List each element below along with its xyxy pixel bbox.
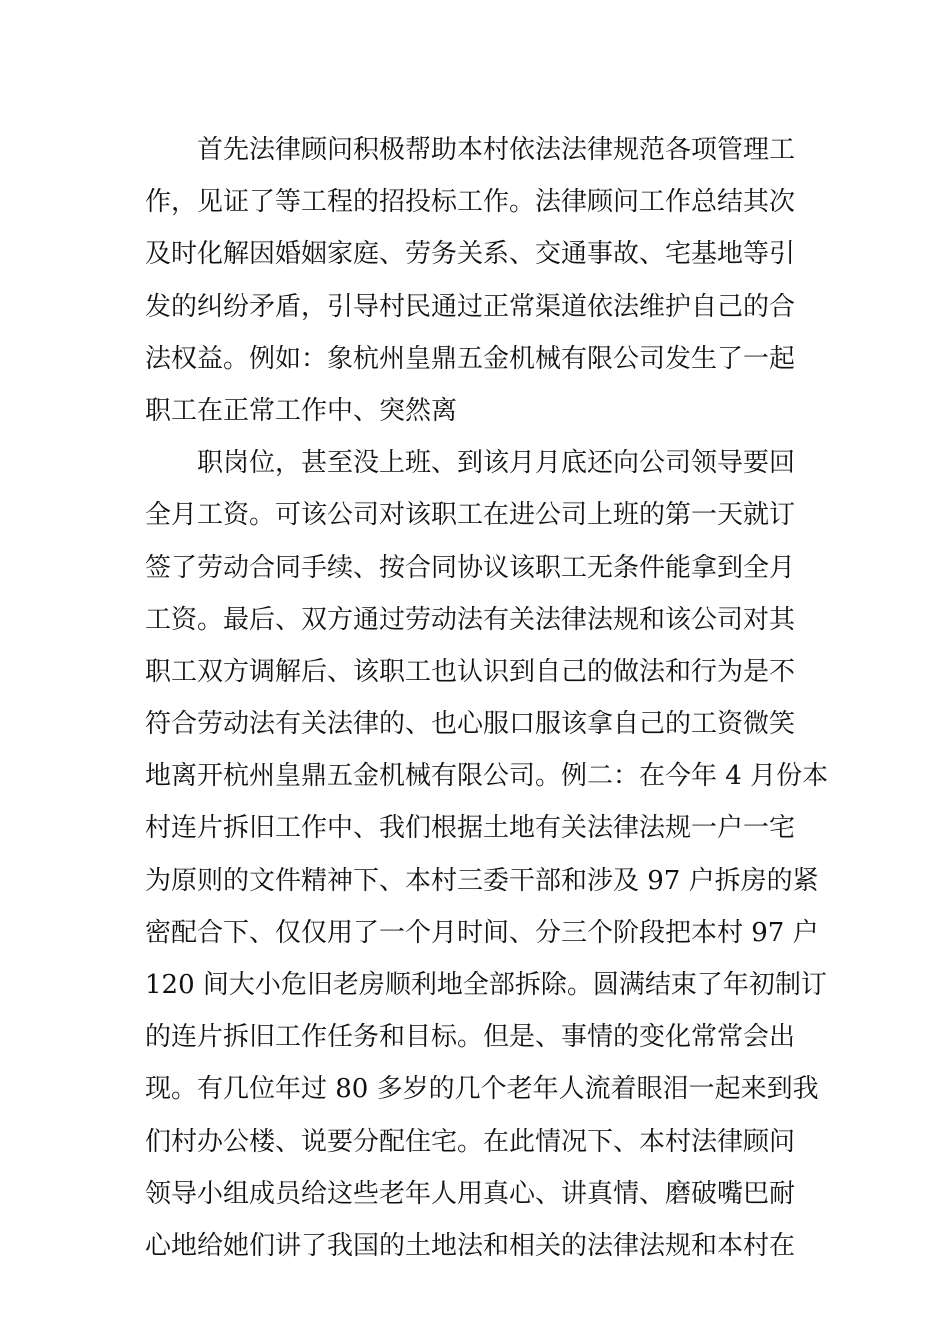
text-line: 符合劳动法有关法律的、也心服口服该拿自己的工资微笑 xyxy=(145,709,796,740)
text-line: 们村办公楼、说要分配住宅。在此情况下、本村法律顾问 xyxy=(145,1126,796,1157)
paragraph-1 xyxy=(145,124,807,437)
text-line: 地离开杭州皇鼎五金机械有限公司。例二：在今年 4 月份本 xyxy=(145,761,829,792)
text-line: 作，见证了等工程的招投标工作。法律顾问工作总结其次 xyxy=(145,187,796,218)
text-line: 首先法律顾问积极帮助本村依法法律规范各项管理工 xyxy=(197,135,796,165)
text-line: 村连片拆旧工作中、我们根据土地有关法律法规一户一宅 xyxy=(145,813,796,844)
document-body xyxy=(145,124,829,1272)
text-line: 及时化解因婚姻家庭、劳务关系、交通事故、宅基地等引 xyxy=(145,239,796,270)
paragraph-2 xyxy=(145,437,829,1272)
text-line: 职岗位，甚至没上班、到该月月底还向公司领导要回 xyxy=(197,448,796,479)
text-line: 发的纠纷矛盾，引导村民通过正常渠道依法维护自己的合 xyxy=(145,291,796,322)
text-line: 工资。最后、双方通过劳动法有关法律法规和该公司对其 xyxy=(145,604,796,635)
text-line: 职工双方调解后、该职工也认识到自己的做法和行为是不 xyxy=(145,656,796,687)
text-line: 领导小组成员给这些老年人用真心、讲真情、磨破嘴巴耐 xyxy=(145,1178,796,1209)
text-line: 现。有几位年过 80 多岁的几个老年人流着眼泪一起来到我 xyxy=(145,1074,819,1105)
text-line: 密配合下、仅仅用了一个月时间、分三个阶段把本村 97 户 xyxy=(145,917,819,948)
text-line: 法权益。例如：象杭州皇鼎五金机械有限公司发生了一起 xyxy=(145,343,796,374)
text-line: 的连片拆旧工作任务和目标。但是、事情的变化常常会出 xyxy=(145,1022,796,1053)
text-line: 心地给她们讲了我国的土地法和相关的法律法规和本村在 xyxy=(145,1230,796,1261)
text-line: 职工在正常工作中、突然离 xyxy=(145,395,458,426)
text-line: 签了劳动合同手续、按合同协议该职工无条件能拿到全月 xyxy=(145,552,796,583)
text-line: 全月工资。可该公司对该职工在进公司上班的第一天就订 xyxy=(145,500,796,531)
text-line: 120 间大小危旧老房顺利地全部拆除。圆满结束了年初制订 xyxy=(145,970,827,1000)
text-line: 为原则的文件精神下、本村三委干部和涉及 97 户拆房的紧 xyxy=(145,865,819,896)
